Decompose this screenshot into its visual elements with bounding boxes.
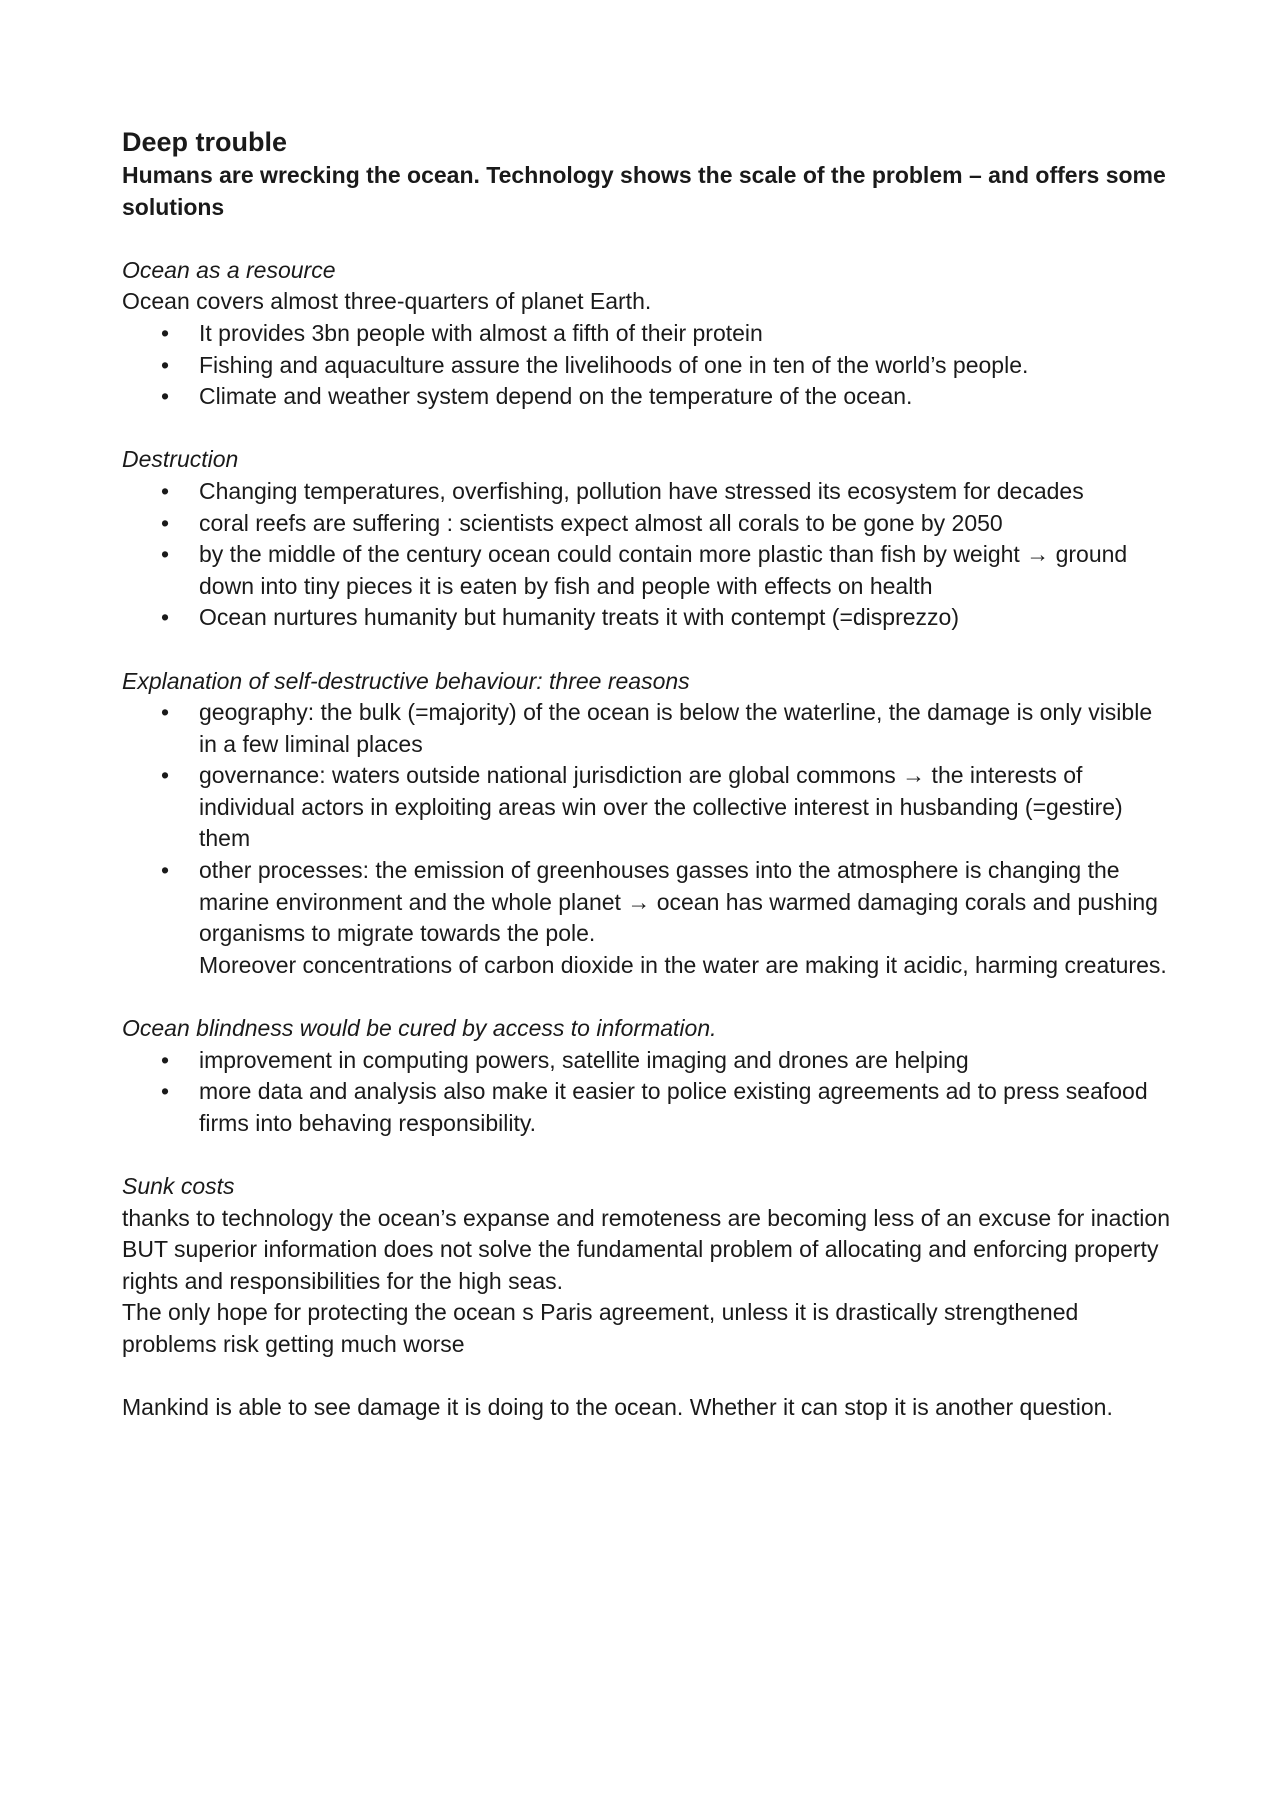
document-page	[122, 124, 1172, 1424]
bullet-icon: •	[161, 383, 170, 410]
bullet-icon: •	[161, 541, 170, 568]
list-item-text: Fishing and aquaculture assure the livelihoods of one in ten of the world’s people.	[199, 351, 1029, 378]
list-item	[122, 697, 1172, 760]
list-item	[122, 476, 1172, 508]
section-heading: Sunk costs	[122, 1173, 235, 1199]
bullet-icon: •	[161, 699, 170, 726]
list-item-text: improvement in computing powers, satellite imaging and drones are helping	[199, 1046, 969, 1073]
bullet-icon: •	[161, 1046, 170, 1073]
bullet-list	[122, 318, 1172, 413]
list-item	[122, 381, 1172, 413]
section-sunk-costs	[122, 1171, 1172, 1361]
list-item-text: more data and analysis also make it easier to police existing agreements ad to press seafood firms into behaving responsibility.	[199, 1078, 1148, 1136]
bullet-icon: •	[161, 857, 170, 884]
list-item-text: Climate and weather system depend on the temperature of the ocean.	[199, 383, 913, 410]
section-ocean-resource	[122, 255, 1172, 413]
list-item-text: by the middle of the century ocean could contain more plastic than fish by weight → ground down into tiny pieces it is eaten by fish and people with effects on health	[199, 541, 1128, 599]
list-item	[122, 350, 1172, 382]
list-item	[122, 1045, 1172, 1077]
list-item	[122, 855, 1172, 950]
list-item-text: geography: the bulk (=majority) of the ocean is below the waterline, the damage is only visible in a few liminal places	[199, 699, 1153, 757]
list-item-text: coral reefs are suffering : scientists expect almost all corals to be gone by 2050	[199, 509, 1003, 536]
conclusion: Mankind is able to see damage it is doing to the ocean. Whether it can stop it is another question.	[122, 1394, 1113, 1421]
list-item-text: Changing temperatures, overfishing, pollution have stressed its ecosystem for decades	[199, 477, 1084, 504]
list-item	[122, 318, 1172, 350]
section-ocean-blindness	[122, 1013, 1172, 1139]
list-item-text: Ocean nurtures humanity but humanity treats it with contempt (=disprezzo)	[199, 604, 959, 631]
paragraph: The only hope for protecting the ocean s Paris agreement, unless it is drastically strengthened problems risk getting much worse	[122, 1299, 1079, 1357]
list-item	[122, 508, 1172, 540]
list-item	[122, 602, 1172, 634]
bullet-list	[122, 476, 1172, 634]
bullet-list	[122, 697, 1172, 950]
section-explanation	[122, 666, 1172, 982]
list-item	[122, 1076, 1172, 1139]
section-destruction	[122, 444, 1172, 634]
bullet-icon: •	[161, 477, 170, 504]
paragraph: thanks to technology the ocean’s expanse and remoteness are becoming less of an excuse for inaction BUT superior information does not solve the fundamental problem of allocating and enforcing property rights and responsibilities for the high seas.	[122, 1204, 1171, 1294]
bullet-icon: •	[161, 351, 170, 378]
bullet-icon: •	[161, 319, 170, 346]
section-heading: Ocean blindness would be cured by access to information.	[122, 1015, 717, 1042]
bullet-icon: •	[161, 762, 170, 789]
bullet-list	[122, 1045, 1172, 1140]
bullet-icon: •	[161, 604, 170, 631]
document-subtitle: Humans are wrecking the ocean. Technology shows the scale of the problem – and offers some solutions	[122, 162, 1166, 220]
section-heading: Explanation of self-destructive behaviour: three reasons	[122, 667, 690, 694]
section-heading: Destruction	[122, 446, 239, 473]
bullet-icon: •	[161, 1078, 170, 1105]
section-intro: Ocean covers almost three-quarters of planet Earth.	[122, 288, 652, 315]
list-item-text: other processes: the emission of greenhouses gasses into the atmosphere is changing the marine environment and the whole planet → ocean has warmed damaging corals and pushing organisms to migrate towards the pole.	[199, 857, 1158, 947]
list-item	[122, 539, 1172, 602]
document-title: Deep trouble	[122, 127, 288, 157]
section-heading: Ocean as a resource	[122, 256, 336, 283]
list-item	[122, 760, 1172, 855]
bullet-icon: •	[161, 509, 170, 536]
list-item-text: governance: waters outside national jurisdiction are global commons → the interests of individual actors in exploiting areas win over the collective interest in husbanding (=gestire) them	[199, 762, 1123, 852]
list-item-text: It provides 3bn people with almost a fifth of their protein	[199, 319, 763, 346]
list-continuation: Moreover concentrations of carbon dioxide in the water are making it acidic, harming creatures.	[199, 951, 1167, 978]
